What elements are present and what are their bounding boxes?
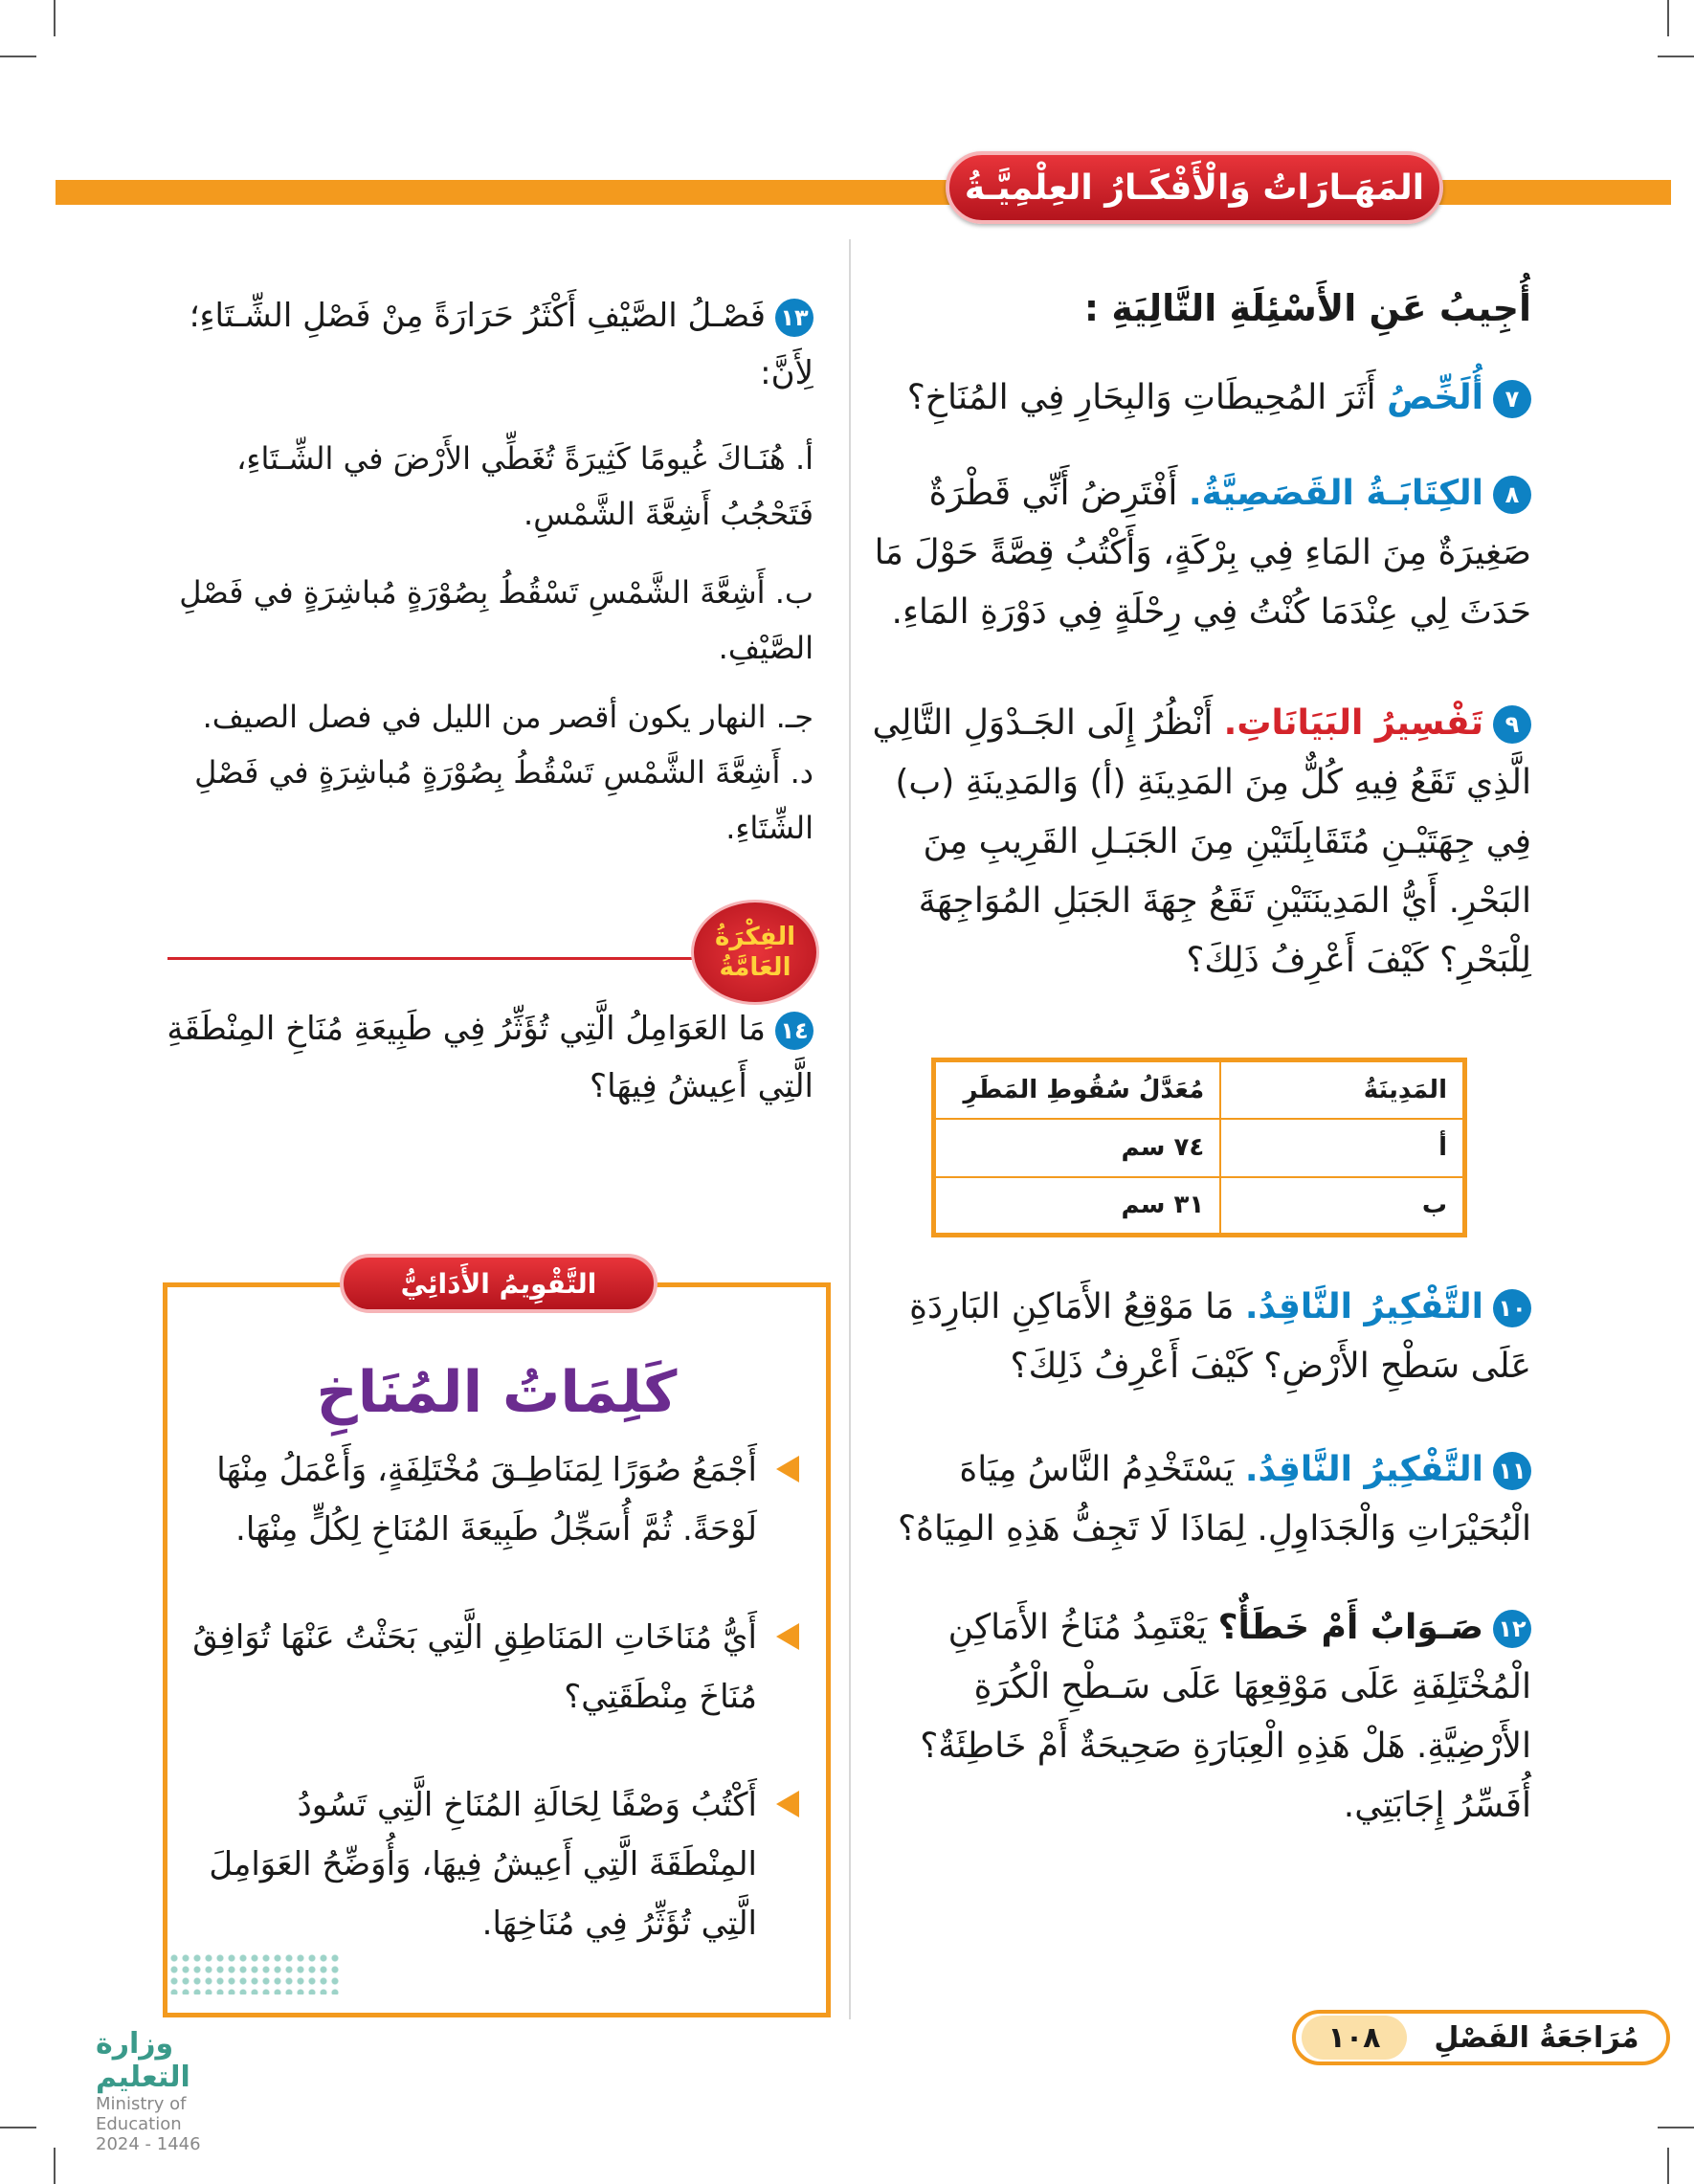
question-text: أَثَرَ المُحِيطَاتِ وَالبِحَارِ فِي المُنَاخِ؟ [906,378,1388,417]
table-header-row [934,1060,1465,1119]
triangle-bullet-icon [776,1456,799,1482]
question-skill: التَّفْكِيرُ النَّاقِدُ. [1244,1450,1483,1489]
page-number: ١٠٨ [1302,2016,1407,2060]
option-b: ب. أَشِعَّةَ الشَّمْسِ تَسْقُطُ بِصُوْرَةٍ مُباشِرَةٍ في فَصْلِ الصَّيْفِ. [179,574,814,666]
table-header: المَدِينَةُ [1220,1060,1464,1119]
crop-mark [1658,2127,1694,2128]
option-a: أ. هُنَـاكَ غُيومًا كَثِيرَةً تُغَطِّي الأَرْضَ في الشِّـتَاءِ، فَتَحْجُبُ أَشِعَّةَ الشَّمْسِ. [236,440,814,532]
assessment-item-text: أَيُّ مُنَاخَاتِ المَنَاطِقِ الَّتِي بَحَثْتُ عَنْهَا تُوَافِقُ مُنَاخَ مِنْطَقَتِي؟ [192,1618,757,1716]
page-section-title: مُرَاجَعَةُ الفَصْلِ [1434,2020,1639,2055]
question-skill: صَـوَابٌ أَمْ خَطَأٌ؟ [1217,1608,1483,1647]
crop-mark [0,2127,36,2128]
question-number: ١١ [1493,1452,1531,1490]
question-number: ٨ [1493,476,1531,514]
question-number: ١٢ [1493,1610,1531,1648]
question-9 [861,694,1531,991]
assessment-item-text: أَكْتُبُ وَصْفًا لِحَالَةِ المُنَاخِ الَّتِي تَسُودُ المِنْطَقَةَ الَّتِي أَعِيشُ فِيهَا، وَأُوَضِّحُ العَوَامِلَ الَّتِي تُؤَثِّرُ فِي مُنَاخِهَا. [209,1786,757,1943]
table-cell: أ [1220,1119,1464,1177]
question-number: ١٣ [775,299,814,337]
section-title: المَهَـارَاتُ وَالْأَفْكَـارُ العِلْمِيَّـةُ [964,167,1425,208]
question-12 [861,1598,1531,1836]
question-11 [861,1440,1531,1559]
option-d: د. أَشِعَّةَ الشَّمْسِ تَسْقُطُ بِصُوْرَةٍ مُباشِرَةٍ في فَصْلِ الشِّتَاءِ. [194,754,814,846]
question-text: مَا مَوْقِعُ الأَمَاكِنِ البَارِدَةِ عَلَى سَطْحِ الأَرْضِ؟ كَيْفَ أَعْرِفُ ذَلِكَ؟ [909,1287,1531,1386]
column-divider [849,239,851,2019]
assessment-tag [340,1254,658,1313]
ministry-logo-pattern [168,1952,341,1995]
question-number: ٧ [1493,380,1531,418]
ministry-name-ar: وزارة التعليم [96,2027,190,2094]
table-row [934,1119,1465,1177]
big-idea-rule [167,957,703,960]
question-7 [861,368,1531,428]
ministry-logo [96,2027,268,2154]
assessment-item [187,1608,799,1727]
question-skill: التَّفْكِيرُ النَّاقِدُ. [1244,1287,1483,1326]
question-8 [861,464,1531,642]
question-14 [163,1000,814,1115]
triangle-bullet-icon [776,1791,799,1817]
question-text: مَا العَوَامِلُ الَّتِي تُؤَثِّرُ فِي طَبِيعَةِ مُنَاخِ المِنْطَقَةِ الَّتِي أَعِيشُ فِيهَا؟ [167,1010,814,1105]
question-number: ١٠ [1493,1289,1531,1327]
rainfall-table [931,1058,1467,1237]
question-skill: تَفْسِيرُ البَيَانَاتِ. [1223,703,1483,743]
crop-mark [54,2148,56,2184]
section-banner [946,151,1443,224]
question-13 [163,287,814,402]
question-number: ٩ [1493,705,1531,744]
question-number: ١٤ [775,1012,814,1050]
assessment-item-text: أَجْمَعُ صُوَرًا لِمَنَاطِـقَ مُخْتَلِفَةٍ، وَأَعْمَلُ مِنْهَا لَوْحَةً. ثُمَّ أُسَجِّلُ طَبِيعَةَ المُنَاخِ لِكُلٍّ مِنْهَا. [216,1451,757,1549]
assessment-tag-label: التَّقْوِيمُ الأَدَائِيُّ [400,1267,597,1300]
table-cell: ٧٤ سم [934,1119,1221,1177]
table-cell: ب [1220,1177,1464,1236]
crop-mark [1667,0,1669,36]
edition-year: 2024 - 1446 [96,2134,201,2154]
table-cell: ٣١ سم [934,1177,1221,1236]
assessment-title: كَلِمَاتُ المُنَاخِ [316,1359,678,1426]
option-c: جـ. النهار يكون أقصر من الليل في فصل الصيف. [202,699,814,735]
question-text: يَعْتَمِدُ مُنَاخُ الأَمَاكِنِ الْمُخْتَلِفَةِ عَلَى مَوْقِعِهَا عَلَى سَـطْحِ الْكُرَةِ الأَرْضِيَّةِ. هَلْ هَذِهِ الْعِبَارَةِ صَحِيحَةٌ أَمْ خَاطِئَةٌ؟ أُفَسِّرُ إِجَابَتِي. [920,1608,1531,1825]
ministry-name-en: Ministry of Education [96,2094,187,2134]
crop-mark [0,56,36,57]
big-idea-badge: الفِكْرَةُ العَامَّةُ [691,900,819,1005]
question-text: يَسْتَخْدِمُ النَّاسُ مِيَاهَ الْبُحَيْرَاتِ وَالْجَدَاوِلِ. لِمَاذَا لَا تَجِفُّ هَذِهِ المِيَاهُ؟ [898,1450,1531,1549]
table-row [934,1177,1465,1236]
question-text: فَصْـلُ الصَّيْفِ أَكْثَرُ حَرَارَةً مِنْ فَصْلِ الشِّـتَاءِ؛ لِأَنَّ: [189,297,814,392]
page-footer-badge [1292,2010,1670,2065]
crop-mark [54,0,56,36]
question-text: أَفْتَرِضُ أَنِّي قَطْرَةٌ صَغِيرَةٌ مِنَ المَاءِ فِي بِرْكَةٍ، وَأَكْتُبُ قِصَّةً حَوْلَ مَا حَدَثَ لِي عِنْدَمَا كُنْتُ فِي رِحْلَةٍ فِي دَوْرَةِ المَاءِ. [874,474,1531,632]
assessment-item [187,1440,799,1559]
instructions: أُجِيبُ عَنِ الأَسْئِلَةِ التَّالِيَةِ : [1083,287,1531,329]
assessment-item [187,1775,799,1953]
crop-mark [1658,56,1694,57]
question-text: أَنْظُرُ إِلَى الجَـدْوَلِ التَّالِي الَّذِي تَقَعُ فِيهِ كُلٌّ مِنَ المَدِينَةِ (أ) وَالمَدِينَةِ (ب) فِي جِهَتَيْـنِ مُتَقَابِلَتَيْنِ مِنَ الجَبَـلِ القَرِيبِ مِنَ البَحْرِ. أَيُّ المَدِينَتَيْنِ تَقَعُ جِهَةَ الجَبَلِ المُوَاجِهَةَ لِلْبَحْرِ؟ كَيْفَ أَعْرِفُ ذَلِكَ؟ [872,703,1531,980]
crop-mark [1667,2148,1669,2184]
question-10 [861,1278,1531,1396]
table-header: مُعَدَّلُ سُقُوطِ المَطَرِ [934,1060,1221,1119]
question-skill: الكِتَابَـةُ القَصَصِيَّةُ. [1188,474,1483,513]
question-skill: أُلَخِّصُ [1387,378,1483,417]
triangle-bullet-icon [776,1623,799,1650]
